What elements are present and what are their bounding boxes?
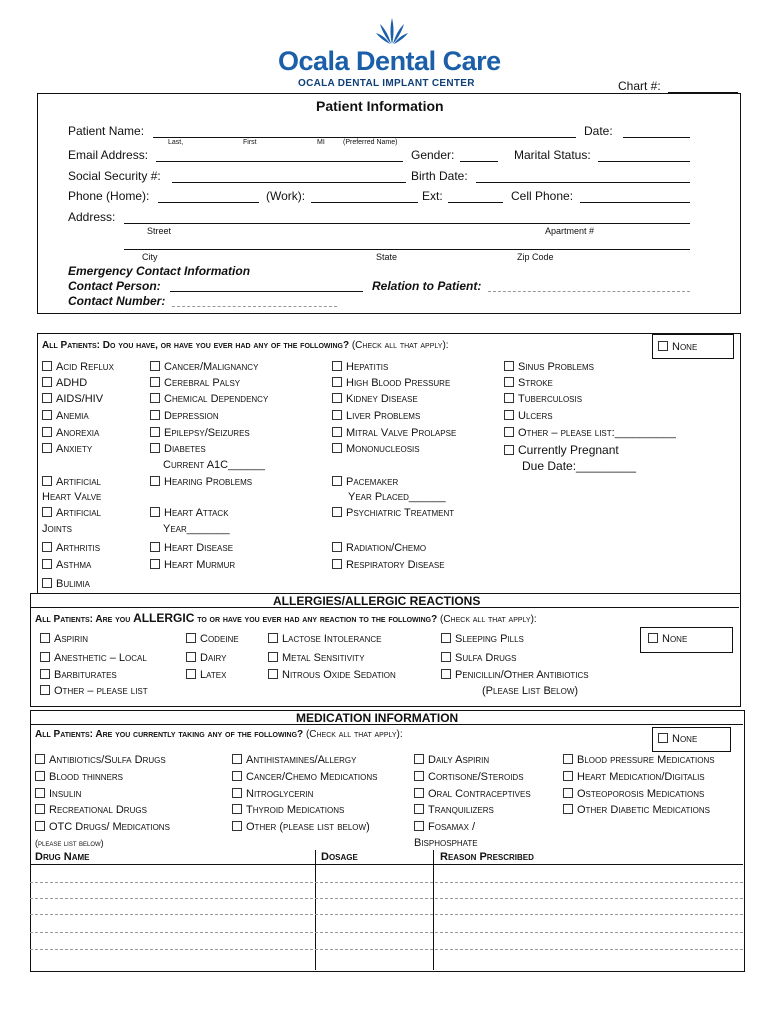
med-label: Antibiotics/Sulfa Drugs — [49, 754, 166, 766]
checkbox[interactable] — [563, 804, 573, 814]
name-preferred-hint: (Preferred Name) — [343, 139, 398, 146]
checkbox[interactable] — [268, 633, 278, 643]
cond-label: Sinus Problems — [518, 361, 594, 373]
cond-label: Cancer/Malignancy — [164, 361, 259, 373]
med-label: Antihistamines/Allergy — [246, 754, 357, 766]
ext-label: Ext: — [422, 189, 443, 203]
cond-label: Artificial — [56, 507, 101, 519]
medication-question — [35, 729, 403, 740]
checkbox[interactable] — [150, 443, 160, 453]
col-divider — [433, 850, 434, 970]
checkbox[interactable] — [504, 361, 514, 371]
phone-home-field[interactable] — [158, 202, 259, 203]
table-row[interactable] — [30, 932, 743, 933]
checkbox[interactable] — [150, 393, 160, 403]
med-label: Nitroglycerin — [246, 788, 314, 800]
checkbox[interactable] — [332, 476, 342, 486]
medication-title: MEDICATION INFORMATION — [296, 711, 459, 725]
checkbox[interactable] — [268, 669, 278, 679]
cond-mitral[interactable] — [332, 427, 456, 439]
checkbox[interactable] — [40, 633, 50, 643]
checkbox[interactable] — [150, 361, 160, 371]
cond-label: Heart Disease — [164, 542, 234, 554]
cond-heart-disease[interactable] — [150, 542, 233, 554]
chart-number-label: Chart #: — [618, 79, 661, 93]
cond-label: Mitral Valve Prolapse — [346, 427, 457, 439]
checkbox[interactable] — [332, 393, 342, 403]
med-diabetic[interactable] — [563, 804, 710, 816]
cond-pacemaker[interactable] — [332, 476, 398, 488]
med-cortisone[interactable] — [414, 771, 524, 783]
checkbox[interactable] — [414, 788, 424, 798]
checkbox[interactable] — [232, 821, 242, 831]
checkbox[interactable] — [40, 669, 50, 679]
col-divider — [315, 850, 316, 970]
allergy-label: Anesthetic – Local — [54, 652, 147, 664]
checkbox[interactable] — [40, 652, 50, 662]
cond-label: Heart Attack — [164, 507, 229, 519]
cond-label: Psychiatric Treatment — [346, 507, 455, 519]
checkbox[interactable] — [563, 754, 573, 764]
phone-home-label: Phone (Home): — [68, 189, 150, 203]
checkbox[interactable] — [332, 443, 342, 453]
apartment-hint: Apartment # — [545, 226, 595, 236]
med-fosamax[interactable] — [414, 821, 475, 833]
patient-name-field[interactable] — [153, 137, 576, 138]
med-tranquilizers[interactable] — [414, 804, 494, 816]
allergy-list-note: (Please List Below) — [482, 685, 579, 697]
allergy-label: Aspirin — [54, 633, 89, 645]
checkbox[interactable] — [504, 393, 514, 403]
cond-chemical-dependency[interactable] — [150, 393, 268, 405]
med-label: Blood thinners — [49, 771, 123, 783]
checkbox[interactable] — [504, 445, 514, 455]
relation-label: Relation to Patient: — [372, 279, 482, 293]
med-label: Other (please list below) — [246, 821, 370, 833]
conditions-none-option[interactable] — [658, 341, 697, 353]
checkbox[interactable] — [35, 771, 45, 781]
med-antibiotics[interactable] — [35, 754, 166, 766]
patient-info-title: Patient Information — [316, 98, 444, 114]
birth-date-label: Birth Date: — [411, 169, 468, 183]
cond-kidney[interactable] — [332, 393, 418, 405]
allergy-label: Sleeping Pills — [455, 633, 524, 645]
ssn-label: Social Security #: — [68, 169, 161, 183]
date-field[interactable] — [623, 137, 690, 138]
med-label: Oral Contraceptives — [428, 788, 531, 800]
med-label: Fosamax / — [428, 821, 476, 833]
cond-other[interactable] — [504, 427, 676, 439]
patient-name-label: Patient Name: — [68, 124, 145, 138]
emergency-contact-title: Emergency Contact Information — [68, 264, 251, 278]
date-label: Date: — [584, 124, 613, 138]
cond-tb[interactable] — [504, 393, 582, 405]
cond-heart-attack-year[interactable]: Year_______ — [163, 523, 230, 535]
logo-name: Ocala Dental Care — [278, 46, 501, 76]
cond-due-date[interactable]: Due Date:_________ — [522, 459, 637, 473]
checkbox[interactable] — [232, 754, 242, 764]
cond-sinus[interactable] — [504, 361, 594, 373]
cond-bulimia[interactable] — [42, 578, 90, 590]
checkbox[interactable] — [332, 559, 342, 569]
cond-label: Other – please list:__________ — [518, 427, 676, 439]
allergy-codeine[interactable] — [186, 633, 239, 645]
medication-none-option[interactable] — [658, 733, 697, 745]
cond-label: Chemical Dependency — [164, 393, 269, 405]
med-recreational[interactable] — [35, 804, 147, 816]
cond-label: Kidney Disease — [346, 393, 418, 405]
allergy-nitrous[interactable] — [268, 669, 396, 681]
med-daily-aspirin[interactable] — [414, 754, 489, 766]
medication-check-note: (Check all that apply): — [305, 729, 403, 740]
address-street-field[interactable] — [124, 223, 690, 224]
table-row[interactable] — [30, 882, 743, 883]
allergy-label: Latex — [200, 669, 227, 681]
birth-date-field[interactable] — [476, 182, 690, 183]
med-label: Heart Medication/Digitalis — [577, 771, 705, 783]
checkbox[interactable] — [35, 754, 45, 764]
med-label: Recreational Drugs — [49, 804, 147, 816]
conditions-question — [42, 340, 449, 351]
allergies-check-note: (Check all that apply): — [439, 614, 537, 625]
allergies-q-c: to or have you ever had any reaction to the following? — [197, 614, 438, 625]
allergy-other[interactable] — [40, 685, 148, 697]
cond-anemia[interactable] — [42, 410, 89, 422]
table-row[interactable] — [30, 914, 743, 915]
checkbox[interactable] — [42, 542, 52, 552]
zip-hint: Zip Code — [517, 252, 554, 262]
checkbox[interactable] — [504, 377, 514, 387]
cond-asthma[interactable] — [42, 559, 91, 571]
allergies-none-option[interactable] — [648, 633, 687, 645]
cond-anorexia[interactable] — [42, 427, 99, 439]
allergies-q-a: All Patients: Are you — [35, 614, 131, 625]
cond-label: Currently Pregnant — [518, 443, 619, 457]
med-bp[interactable] — [563, 754, 715, 766]
cond-label: High Blood Pressure — [346, 377, 451, 389]
cond-label: Hepatitis — [346, 361, 389, 373]
cond-label: Artificial — [56, 476, 101, 488]
cond-anxiety[interactable] — [42, 443, 92, 455]
checkbox[interactable] — [150, 410, 160, 420]
checkbox[interactable] — [150, 507, 160, 517]
allergy-label: Penicillin/Other Antibiotics — [455, 669, 589, 681]
allergies-q-b: ALLERGIC — [133, 611, 195, 625]
cond-hearing[interactable] — [150, 476, 252, 488]
cond-label: Pacemaker — [346, 476, 399, 488]
cond-label: Diabetes — [164, 443, 206, 455]
cond-aids-hiv[interactable] — [42, 393, 103, 405]
marital-status-label: Marital Status: — [514, 148, 591, 162]
checkbox[interactable] — [332, 410, 342, 420]
med-insulin[interactable] — [35, 788, 81, 800]
checkbox[interactable] — [268, 652, 278, 662]
address-city-field[interactable] — [124, 249, 690, 250]
cond-adhd[interactable] — [42, 377, 87, 389]
checkbox[interactable] — [563, 771, 573, 781]
allergy-label: Lactose Intolerance — [282, 633, 382, 645]
allergy-latex[interactable] — [186, 669, 226, 681]
cell-phone-label: Cell Phone: — [511, 189, 574, 203]
checkbox[interactable] — [441, 652, 451, 662]
checkbox[interactable] — [42, 476, 52, 486]
cond-cerebral-palsy[interactable] — [150, 377, 240, 389]
cond-artificial-heart-valve[interactable] — [42, 476, 101, 488]
cond-stroke[interactable] — [504, 377, 553, 389]
checkbox[interactable] — [414, 821, 424, 831]
cond-cancer[interactable] — [150, 361, 258, 373]
med-label: Tranquilizers — [428, 804, 494, 816]
checkbox[interactable] — [332, 377, 342, 387]
allergy-label: Metal Sensitivity — [282, 652, 365, 664]
med-label: Insulin — [49, 788, 82, 800]
allergy-aspirin[interactable] — [40, 633, 88, 645]
cond-label-cont: Joints — [42, 523, 72, 535]
checkbox[interactable] — [40, 685, 50, 695]
street-hint: Street — [147, 226, 172, 236]
cond-psychiatric[interactable] — [332, 507, 454, 519]
leaf-logo-icon — [375, 16, 409, 46]
logo-subtitle: OCALA DENTAL IMPLANT CENTER — [298, 78, 475, 89]
conditions-none-label: None — [672, 341, 698, 353]
checkbox[interactable] — [332, 427, 342, 437]
checkbox[interactable] — [186, 633, 196, 643]
checkbox[interactable] — [186, 669, 196, 679]
checkbox[interactable] — [42, 507, 52, 517]
med-osteoporosis[interactable] — [563, 788, 704, 800]
checkbox[interactable] — [42, 443, 52, 453]
relation-field[interactable] — [488, 291, 690, 292]
allergy-dairy[interactable] — [186, 652, 226, 664]
med-thyroid[interactable] — [232, 804, 344, 816]
cond-label: Hearing Problems — [164, 476, 253, 488]
med-label: Blood pressure Medications — [577, 754, 715, 766]
checkbox[interactable] — [332, 361, 342, 371]
cond-heart-attack[interactable] — [150, 507, 229, 519]
checkbox[interactable] — [414, 804, 424, 814]
med-label: Other Diabetic Medications — [577, 804, 710, 816]
med-antihistamines[interactable] — [232, 754, 357, 766]
checkbox[interactable] — [35, 788, 45, 798]
allergies-title: ALLERGIES/ALLERGIC REACTIONS — [273, 594, 481, 608]
checkbox[interactable] — [42, 361, 52, 371]
med-label: OTC Drugs/ Medications — [49, 821, 170, 833]
cond-label-cont: Heart Valve — [42, 491, 102, 503]
allergy-anesthetic[interactable] — [40, 652, 147, 664]
allergies-question — [35, 611, 537, 625]
cond-label: Radiation/Chemo — [346, 542, 427, 554]
checkbox[interactable] — [150, 542, 160, 552]
medication-none-label: None — [672, 733, 698, 745]
conditions-check-note: (Check all that apply): — [351, 340, 449, 351]
ssn-field[interactable] — [172, 182, 406, 183]
cond-label: Stroke — [518, 377, 553, 389]
medication-question-text: All Patients: Are you currently taking any of the following? — [35, 729, 304, 740]
checkbox[interactable] — [35, 821, 45, 831]
checkbox[interactable] — [441, 633, 451, 643]
phone-work-label: (Work): — [266, 189, 306, 203]
cond-label: Anxiety — [56, 443, 93, 455]
gender-field[interactable] — [460, 161, 498, 162]
checkbox[interactable] — [42, 427, 52, 437]
checkbox[interactable] — [232, 788, 242, 798]
cond-arthritis[interactable] — [42, 542, 100, 554]
checkbox[interactable] — [232, 804, 242, 814]
cond-epilepsy[interactable] — [150, 427, 250, 439]
checkbox[interactable] — [150, 559, 160, 569]
cond-heart-murmur[interactable] — [150, 559, 235, 571]
checkbox[interactable] — [232, 771, 242, 781]
checkbox[interactable] — [563, 788, 573, 798]
med-nitroglycerin[interactable] — [232, 788, 313, 800]
med-label: Daily Aspirin — [428, 754, 490, 766]
col-dosage: Dosage — [321, 851, 358, 863]
cond-label: Epilepsy/Seizures — [164, 427, 250, 439]
med-other[interactable] — [232, 821, 370, 833]
med-label: Cortisone/Steroids — [428, 771, 524, 783]
allergy-label: Sulfa Drugs — [455, 652, 517, 664]
contact-number-field[interactable] — [172, 306, 337, 307]
col-drug-name: Drug Name — [35, 851, 90, 863]
med-label: Thyroid Medications — [246, 804, 345, 816]
checkbox[interactable] — [414, 771, 424, 781]
checkbox[interactable] — [658, 341, 668, 351]
allergy-label: Dairy — [200, 652, 227, 664]
checkbox[interactable] — [150, 476, 160, 486]
checkbox[interactable] — [42, 559, 52, 569]
cond-a1c[interactable]: Current A1C______ — [163, 459, 265, 471]
checkbox[interactable] — [504, 427, 514, 437]
table-row[interactable] — [30, 898, 743, 899]
checkbox[interactable] — [150, 377, 160, 387]
cond-label: Asthma — [56, 559, 92, 571]
allergy-sulfa[interactable] — [441, 652, 516, 664]
cond-label: Arthritis — [56, 542, 101, 554]
med-label: Cancer/Chemo Medications — [246, 771, 378, 783]
allergy-label: Barbiturates — [54, 669, 117, 681]
checkbox[interactable] — [658, 733, 668, 743]
allergy-metal[interactable] — [268, 652, 365, 664]
cond-acid-reflux[interactable] — [42, 361, 114, 373]
cond-label: Tuberculosis — [518, 393, 583, 405]
cond-label: Mononucleosis — [346, 443, 420, 455]
allergies-none-label: None — [662, 633, 688, 645]
name-first-hint: First — [243, 139, 257, 146]
cond-depression[interactable] — [150, 410, 219, 422]
col-reason: Reason Prescribed — [440, 851, 534, 863]
cond-hepatitis[interactable] — [332, 361, 388, 373]
checkbox[interactable] — [186, 652, 196, 662]
city-hint: City — [142, 252, 158, 262]
checkbox[interactable] — [35, 804, 45, 814]
contact-person-field[interactable] — [170, 291, 363, 292]
cond-hbp[interactable] — [332, 377, 450, 389]
checkbox[interactable] — [42, 377, 52, 387]
med-oral-contraceptives[interactable] — [414, 788, 531, 800]
med-blood-thinners[interactable] — [35, 771, 123, 783]
state-hint: State — [376, 252, 398, 262]
cond-label: Anorexia — [56, 427, 100, 439]
cond-label: Acid Reflux — [56, 361, 114, 373]
cond-label: Liver Problems — [346, 410, 421, 422]
med-cancer[interactable] — [232, 771, 377, 783]
allergy-label: Nitrous Oxide Sedation — [282, 669, 396, 681]
cond-diabetes[interactable] — [150, 443, 206, 455]
contact-number-label: Contact Number: — [68, 294, 166, 308]
med-bisphosphate: Bisphosphate — [414, 837, 478, 849]
checkbox[interactable] — [42, 410, 52, 420]
checkbox[interactable] — [414, 754, 424, 764]
cond-respiratory[interactable] — [332, 559, 445, 571]
cond-artificial-joints[interactable] — [42, 507, 101, 519]
marital-status-field[interactable] — [598, 161, 690, 162]
email-label: Email Address: — [68, 148, 149, 162]
cell-phone-field[interactable] — [580, 202, 690, 203]
cond-pacemaker-year[interactable]: Year Placed______ — [348, 491, 446, 503]
phone-work-field[interactable] — [311, 202, 418, 203]
med-heart[interactable] — [563, 771, 705, 783]
name-last-hint: Last, — [168, 139, 184, 146]
drug-table-header-line — [30, 864, 743, 865]
cond-radiation[interactable] — [332, 542, 426, 554]
checkbox[interactable] — [332, 542, 342, 552]
name-mi-hint: MI — [317, 139, 325, 146]
checkbox[interactable] — [150, 427, 160, 437]
checkbox[interactable] — [648, 633, 658, 643]
checkbox[interactable] — [504, 410, 514, 420]
checkbox[interactable] — [332, 507, 342, 517]
checkbox[interactable] — [42, 393, 52, 403]
table-row[interactable] — [30, 949, 743, 950]
email-field[interactable] — [156, 161, 403, 162]
conditions-question-text: All Patients: Do you have, or have you ever had any of the following? — [42, 340, 350, 351]
cond-ulcers[interactable] — [504, 410, 553, 422]
cond-label: Bulimia — [56, 578, 91, 590]
checkbox[interactable] — [42, 578, 52, 588]
cond-label: Anemia — [56, 410, 89, 422]
allergy-label: Codeine — [200, 633, 239, 645]
gender-label: Gender: — [411, 148, 455, 162]
cond-label: Cerebral Palsy — [164, 377, 241, 389]
cond-label: Heart Murmur — [164, 559, 236, 571]
cond-label: AIDS/HIV — [56, 393, 104, 405]
med-label: Osteoporosis Medications — [577, 788, 705, 800]
ext-field[interactable] — [448, 202, 503, 203]
cond-label: Ulcers — [518, 410, 553, 422]
checkbox[interactable] — [441, 669, 451, 679]
allergy-barbiturates[interactable] — [40, 669, 117, 681]
allergy-sleeping-pills[interactable] — [441, 633, 524, 645]
cond-liver[interactable] — [332, 410, 420, 422]
address-label: Address: — [68, 210, 116, 224]
cond-label: Depression — [164, 410, 219, 422]
med-otc-note: (please list below) — [35, 838, 104, 848]
cond-pregnant[interactable] — [504, 443, 619, 457]
contact-person-label: Contact Person: — [68, 279, 161, 293]
allergy-label: Other – please list — [54, 685, 148, 697]
cond-label: ADHD — [56, 377, 88, 389]
allergy-penicillin[interactable] — [441, 669, 589, 681]
med-otc[interactable] — [35, 821, 170, 833]
cond-label: Respiratory Disease — [346, 559, 445, 571]
allergy-lactose[interactable] — [268, 633, 382, 645]
cond-mono[interactable] — [332, 443, 420, 455]
